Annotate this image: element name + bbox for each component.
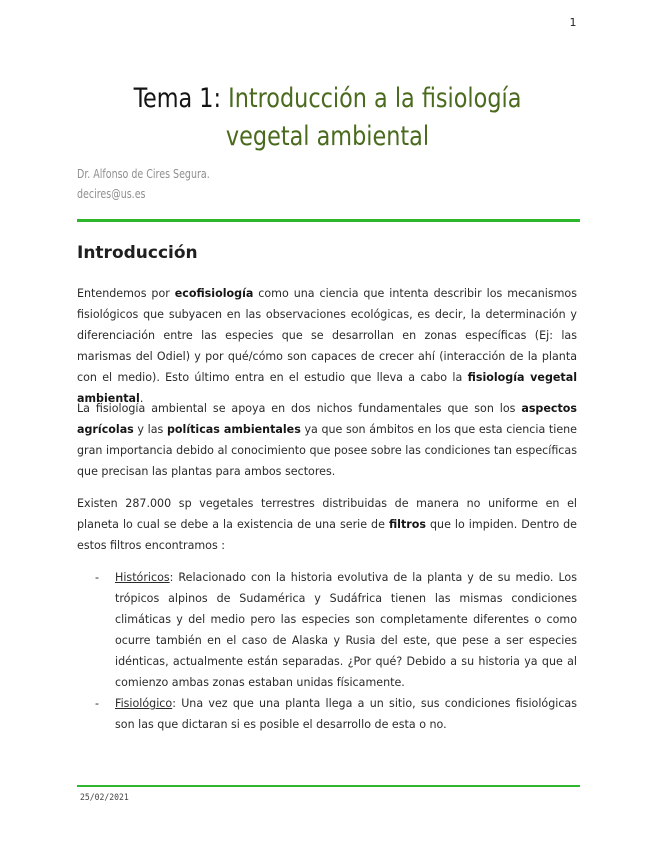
footer-date: 25/02/2021	[80, 793, 129, 803]
p1-bold-2: fisiología vegetal ambiental	[77, 371, 577, 405]
p3-bold-1: filtros	[388, 518, 426, 531]
p3-text-2: que lo impiden. Dentro de estos filtros encontramos :	[77, 518, 577, 552]
author-email: decires@us.es	[77, 187, 146, 201]
filter-list	[77, 567, 577, 735]
list-dash: -	[95, 571, 100, 584]
list-text: : Una vez que una planta llega a un sitio, sus condiciones fisiológicas son las que dictaran si es posible el desarrollo de esta o no.	[115, 697, 577, 731]
paragraph-3	[77, 493, 577, 566]
list-term: Históricos	[115, 571, 170, 584]
p2-text-2: y las	[133, 423, 167, 436]
p1-text-2: como una ciencia que intenta describir los mecanismos fisiológicos que subyacen en las observaciones ecológicas, es decir, la determinación y diferenciación entre las especies que se desarrollan en zonas específicas (Ej: las marismas del Odiel) y por qué/cómo son capaces de crecer ahí (interacción de la planta con el medio). Esto último entra en el estudio que lleva a cabo la	[77, 287, 577, 384]
footer-divider	[77, 785, 580, 787]
paragraph-2	[77, 398, 577, 492]
list-item	[77, 693, 577, 735]
p3-text-1: Existen 287.000 sp vegetales terrestres distribuidas de manera no uniforme en el planeta lo cual se debe a la existencia de una serie de	[77, 497, 577, 531]
p2-bold-2: políticas ambientales	[166, 423, 301, 436]
header-divider	[77, 219, 580, 222]
page-number: 1	[569, 16, 577, 29]
title-prefix: Tema 1:	[133, 83, 222, 114]
section-heading: Introducción	[77, 243, 198, 263]
p2-text-3: ya que son ámbitos en los que esta ciencia tiene gran importancia debido al conocimiento que posee sobre las condiciones tan específicas que precisan las plantas para ambos sectores.	[77, 423, 578, 478]
author-name: Dr. Alfonso de Cires Segura.	[77, 167, 210, 181]
p2-bold-1: aspectos agrícolas	[77, 402, 577, 436]
author-block	[77, 164, 210, 204]
list-term: Fisiológico	[115, 697, 173, 710]
p2-text-1: La fisiología ambiental se apoya en dos nichos fundamentales que son los	[77, 402, 522, 415]
p1-bold-1: ecofisiología	[174, 287, 254, 300]
list-text: : Relacionado con la historia evolutiva de la planta y de su medio. Los trópicos alpinos de Sudamérica y Sudáfrica tienen las mismas condiciones climáticas y del medio pero las especies son completamente diferentes o como ocurre también en el caso de Alaska y Rusia del este, que pese a ser especies idénticas, actualmente están separadas. ¿Por qué? Debido a su historia ya que al comienzo ambas zonas estaban unidas físicamente.	[115, 571, 577, 689]
p1-text-3: .	[139, 392, 144, 405]
p1-text-1: Entendemos por	[77, 287, 175, 300]
title-main: Introducción a la fisiología vegetal ambiental	[225, 83, 522, 152]
list-item	[77, 567, 577, 693]
list-dash: -	[95, 697, 100, 710]
document-title	[91, 80, 565, 156]
